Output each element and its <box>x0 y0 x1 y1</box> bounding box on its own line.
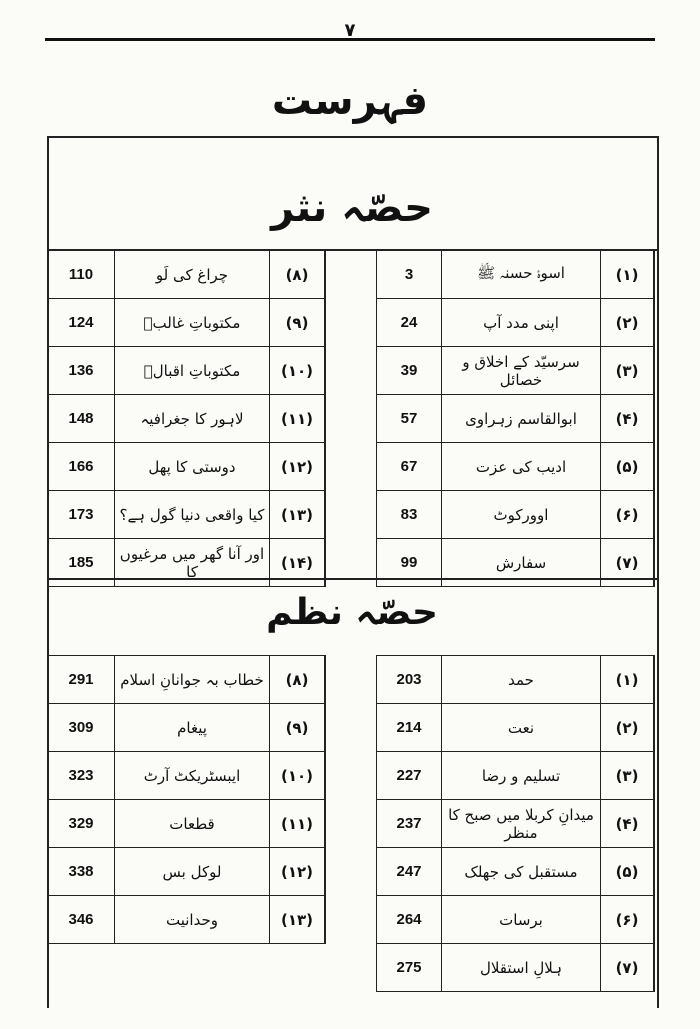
page-number: ۷ <box>344 20 356 41</box>
chapter-title-cell: وحدانیت <box>115 896 270 944</box>
page-number-cell: 67 <box>377 443 442 491</box>
chapter-title-cell: کیا واقعی دنیا گول ہے؟ <box>115 491 270 539</box>
chapter-number-cell: (۱۰) <box>270 347 326 395</box>
verse-left-table <box>47 655 326 944</box>
chapter-number-cell: (۵) <box>601 443 655 491</box>
page-number-cell: 237 <box>377 800 442 848</box>
chapter-number-cell: (۷) <box>601 539 655 587</box>
page-title: فہرست <box>271 78 429 124</box>
chapter-title-cell: اسوۂ حسنہ ﷺ <box>442 251 601 299</box>
prose-right-rows <box>377 251 655 587</box>
page-number-cell: 275 <box>377 944 442 992</box>
chapter-title-cell: لاہور کا جغرافیہ <box>115 395 270 443</box>
page-number-cell: 247 <box>377 848 442 896</box>
toc-row <box>377 944 655 992</box>
page-number-cell: 99 <box>377 539 442 587</box>
page-number-cell: 227 <box>377 752 442 800</box>
toc-row <box>48 704 326 752</box>
chapter-number-cell: (۴) <box>601 395 655 443</box>
chapter-title-cell: مکتوباتِ اقبالؔ <box>115 347 270 395</box>
chapter-number-cell: (۱۲) <box>270 443 326 491</box>
chapter-title-cell: اور آنا گھر میں مرغیوں کا <box>115 539 270 587</box>
toc-row <box>377 704 655 752</box>
toc-row <box>377 896 655 944</box>
page-number-cell: 203 <box>377 656 442 704</box>
toc-row <box>48 299 326 347</box>
chapter-title-cell: اوورکوٹ <box>442 491 601 539</box>
chapter-title-cell: برسات <box>442 896 601 944</box>
page-number-cell: 173 <box>48 491 115 539</box>
page-number-cell: 323 <box>48 752 115 800</box>
chapter-number-cell: (۱۱) <box>270 800 326 848</box>
chapter-number-cell: (۲) <box>601 704 655 752</box>
prose-right-table <box>376 250 655 587</box>
chapter-number-cell: (۲) <box>601 299 655 347</box>
chapter-number-cell: (۱۳) <box>270 896 326 944</box>
prose-left-table <box>47 250 326 587</box>
chapter-title-cell: نعت <box>442 704 601 752</box>
chapter-number-cell: (۱۲) <box>270 848 326 896</box>
page-number-cell: 83 <box>377 491 442 539</box>
chapter-number-cell: (۸) <box>270 656 326 704</box>
chapter-title-cell: تسلیم و رضا <box>442 752 601 800</box>
chapter-title-cell: حمد <box>442 656 601 704</box>
chapter-number-cell: (۱۰) <box>270 752 326 800</box>
page-number-cell: 124 <box>48 299 115 347</box>
toc-row <box>48 656 326 704</box>
page-number-cell: 338 <box>48 848 115 896</box>
page-number-cell: 329 <box>48 800 115 848</box>
chapter-number-cell: (۳) <box>601 347 655 395</box>
chapter-number-cell: (۱۴) <box>270 539 326 587</box>
chapter-title-cell: مکتوباتِ غالبؔ <box>115 299 270 347</box>
chapter-title-cell: ایبسٹریکٹ آرٹ <box>115 752 270 800</box>
toc-row <box>377 800 655 848</box>
page-number-cell: 39 <box>377 347 442 395</box>
chapter-title-cell: دوستی کا پھل <box>115 443 270 491</box>
toc-row <box>48 443 326 491</box>
toc-row <box>377 656 655 704</box>
toc-row <box>48 251 326 299</box>
chapter-title-cell: میدانِ کربلا میں صبح کا منظر <box>442 800 601 848</box>
page-number-cell: 309 <box>48 704 115 752</box>
chapter-number-cell: (۱۳) <box>270 491 326 539</box>
toc-row <box>48 800 326 848</box>
chapter-number-cell: (۷) <box>601 944 655 992</box>
toc-row <box>48 752 326 800</box>
verse-section-heading: حصّہ نظم <box>266 592 438 633</box>
chapter-number-cell: (۱) <box>601 251 655 299</box>
verse-top-divider <box>47 578 657 580</box>
chapter-number-cell: (۱) <box>601 656 655 704</box>
page-number-cell: 24 <box>377 299 442 347</box>
chapter-number-cell: (۳) <box>601 752 655 800</box>
chapter-title-cell: ادیب کی عزت <box>442 443 601 491</box>
toc-row <box>377 251 655 299</box>
chapter-number-cell: (۴) <box>601 800 655 848</box>
page-number-cell: 185 <box>48 539 115 587</box>
chapter-title-cell: سرسیّد کے اخلاق و خصائل <box>442 347 601 395</box>
toc-row <box>48 848 326 896</box>
page-number-cell: 346 <box>48 896 115 944</box>
toc-row <box>377 443 655 491</box>
toc-row <box>377 491 655 539</box>
page-number-cell: 3 <box>377 251 442 299</box>
chapter-number-cell: (۹) <box>270 299 326 347</box>
chapter-title-cell: ہلالِ استقلال <box>442 944 601 992</box>
chapter-title-cell: ابوالقاسم زہراوی <box>442 395 601 443</box>
toc-row <box>48 347 326 395</box>
chapter-number-cell: (۱۱) <box>270 395 326 443</box>
page-number-cell: 166 <box>48 443 115 491</box>
page-number-cell: 110 <box>48 251 115 299</box>
page-number-cell: 57 <box>377 395 442 443</box>
toc-row <box>377 848 655 896</box>
prose-left-rows <box>48 251 326 587</box>
toc-row <box>48 491 326 539</box>
chapter-number-cell: (۵) <box>601 848 655 896</box>
verse-left-rows <box>48 656 326 944</box>
verse-right-rows <box>377 656 655 992</box>
prose-section-heading: حصّہ نثر <box>271 185 433 231</box>
toc-row <box>377 299 655 347</box>
page-number-cell: 148 <box>48 395 115 443</box>
toc-row <box>377 752 655 800</box>
chapter-title-cell: لوکل بس <box>115 848 270 896</box>
toc-row <box>48 395 326 443</box>
toc-row <box>48 896 326 944</box>
chapter-number-cell: (۸) <box>270 251 326 299</box>
toc-row <box>377 395 655 443</box>
chapter-number-cell: (۶) <box>601 491 655 539</box>
chapter-title-cell: قطعات <box>115 800 270 848</box>
toc-row <box>377 347 655 395</box>
chapter-number-cell: (۹) <box>270 704 326 752</box>
chapter-number-cell: (۶) <box>601 896 655 944</box>
page-number-cell: 264 <box>377 896 442 944</box>
chapter-title-cell: مستقبل کی جھلک <box>442 848 601 896</box>
chapter-title-cell: چراغ کی لَو <box>115 251 270 299</box>
page-number-cell: 291 <box>48 656 115 704</box>
chapter-title-cell: سفارش <box>442 539 601 587</box>
header-rule <box>45 38 655 41</box>
verse-right-table <box>376 655 655 992</box>
page-number-cell: 214 <box>377 704 442 752</box>
chapter-title-cell: پیغام <box>115 704 270 752</box>
chapter-title-cell: خطاب بہ جوانانِ اسلام <box>115 656 270 704</box>
page-number-cell: 136 <box>48 347 115 395</box>
chapter-title-cell: اپنی مدد آپ <box>442 299 601 347</box>
